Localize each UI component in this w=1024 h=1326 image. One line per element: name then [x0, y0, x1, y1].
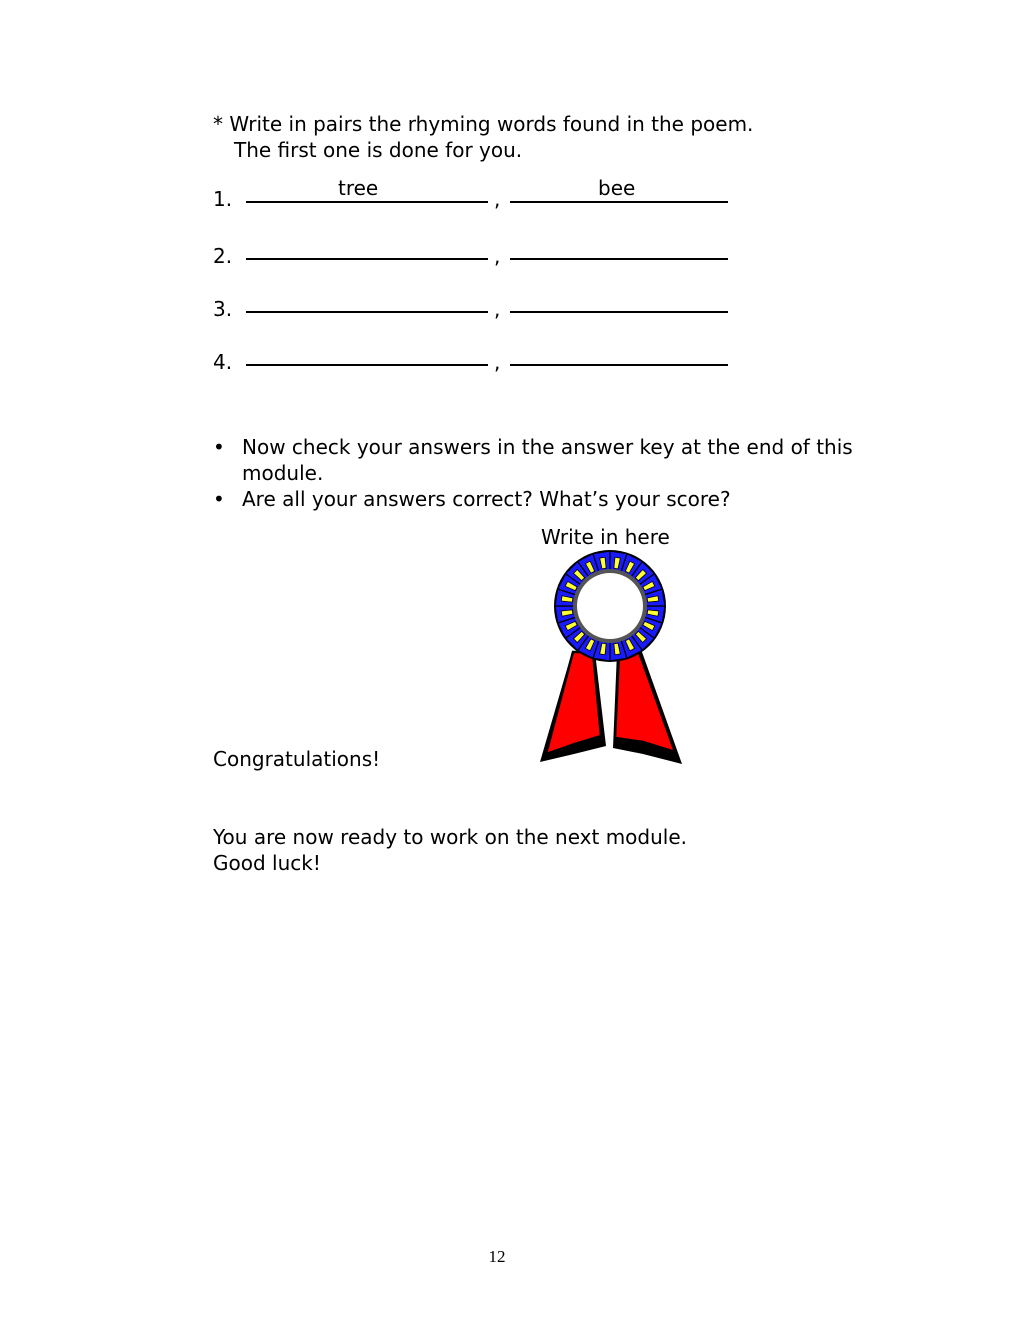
page-number: 12: [488, 1247, 506, 1266]
instruction-bullets: [213, 434, 913, 512]
row-comma: ,: [494, 187, 501, 211]
next-module-text: You are now ready to work on the next module.: [213, 825, 688, 849]
answer-blank-first[interactable]: [246, 311, 488, 313]
bullet-marker: •: [213, 435, 225, 459]
answer-text-second: bee: [598, 176, 636, 200]
row-comma: ,: [494, 350, 501, 374]
bullet-marker: •: [213, 487, 225, 511]
score-prompt: Write in here: [541, 525, 670, 549]
exercise-row-2: [213, 238, 773, 268]
answer-blank-first[interactable]: [246, 258, 488, 260]
row-number: 3.: [213, 297, 233, 321]
answer-blank-second[interactable]: [510, 364, 728, 366]
row-comma: ,: [494, 297, 501, 321]
bullet-text: Are all your answers correct? What’s your score?: [242, 487, 731, 511]
exercise-row-4: [213, 344, 773, 374]
row-number: 4.: [213, 350, 233, 374]
answer-blank-first[interactable]: [246, 364, 488, 366]
answer-blank-second[interactable]: [510, 311, 728, 313]
bullet-text: Now check your answers in the answer key at the end of this module.: [242, 435, 853, 485]
row-number: 2.: [213, 244, 233, 268]
answer-blank-first[interactable]: [246, 201, 488, 203]
bullet-item: [213, 486, 913, 512]
row-number: 1.: [213, 187, 233, 211]
answer-text-first: tree: [338, 176, 379, 200]
answer-blank-second[interactable]: [510, 201, 728, 203]
answer-blank-second[interactable]: [510, 258, 728, 260]
exercise-row-1: [213, 176, 773, 211]
instruction-line-1: * Write in pairs the rhyming words found in the poem.: [213, 112, 754, 136]
award-ribbon-icon[interactable]: [535, 548, 687, 770]
bullet-item: [213, 434, 913, 486]
row-comma: ,: [494, 244, 501, 268]
exercise-row-3: [213, 291, 773, 321]
congratulations-text: Congratulations!: [213, 747, 381, 771]
good-luck-text: Good luck!: [213, 851, 321, 875]
instruction-line-2: The first one is done for you.: [234, 138, 523, 162]
